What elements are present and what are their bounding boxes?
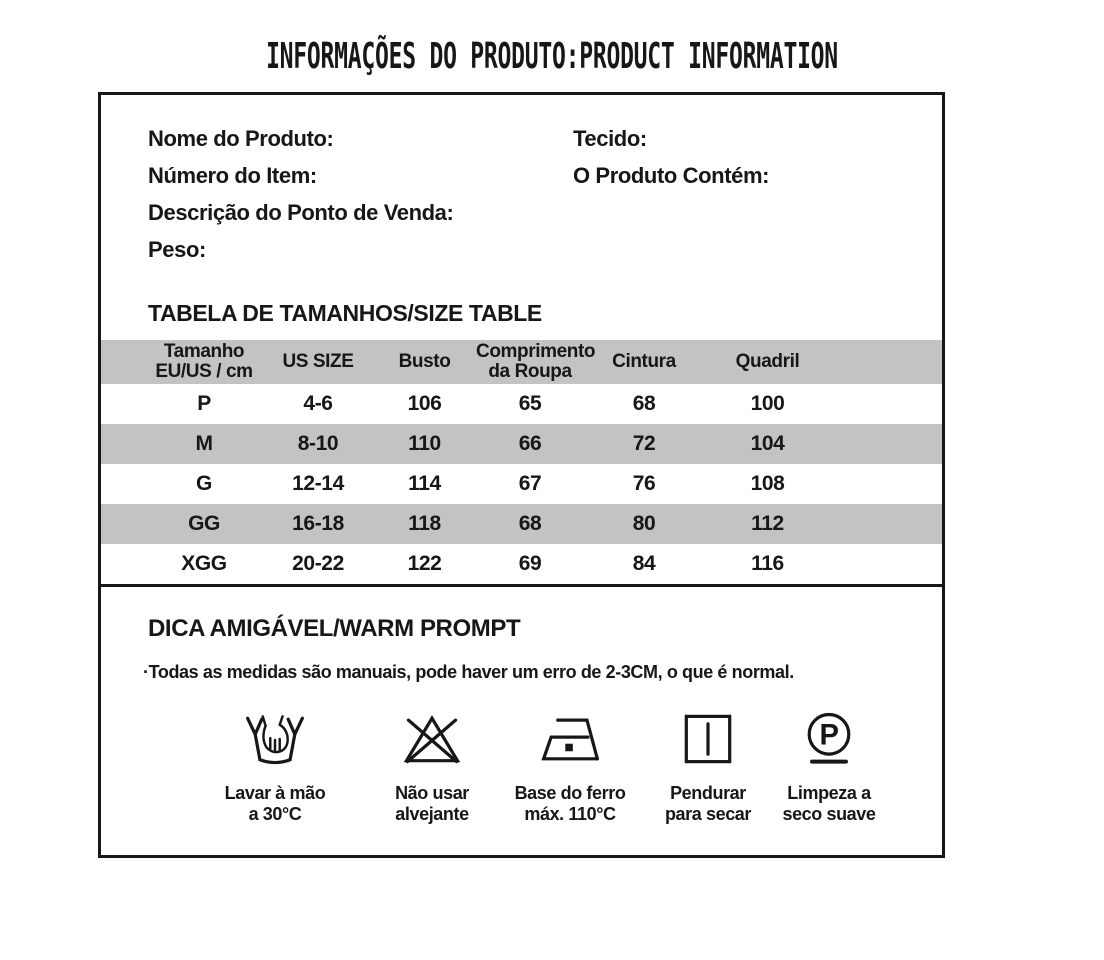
field-label-weight: Peso:	[148, 237, 206, 262]
cell-size: P	[197, 392, 211, 415]
field-label-product-name: Nome do Produto:	[148, 126, 334, 151]
column-header-us-size: US SIZE	[282, 351, 354, 372]
cell-bust: 118	[408, 512, 441, 535]
care-symbol-label: Base do ferro máx. 110°C	[514, 783, 626, 824]
size-table-title: TABELA DE TAMANHOS/SIZE TABLE	[148, 300, 542, 326]
column-header-bust: Busto	[398, 351, 451, 372]
cell-bust: 110	[408, 432, 441, 455]
hand-wash-icon	[242, 706, 308, 772]
cell-waist: 84	[632, 552, 656, 575]
gentle-dry-clean-icon	[796, 706, 862, 772]
cell-hip: 112	[751, 512, 784, 535]
iron-max-110-icon	[537, 706, 603, 772]
cell-bust: 106	[407, 392, 442, 415]
care-symbol-label: Não usar alvejante	[395, 783, 469, 824]
cell-size: G	[196, 472, 212, 495]
cell-size: M	[195, 432, 213, 455]
care-symbol-label: Lavar à mão a 30°C	[224, 783, 326, 824]
care-symbol-hand-wash	[190, 706, 360, 825]
product-info-box	[98, 92, 945, 858]
cell-us-size: 16-18	[292, 512, 344, 535]
filler-cell	[831, 464, 942, 504]
cell-us-size: 12-14	[292, 472, 344, 495]
cell-us-size: 4-6	[303, 392, 333, 415]
size-table	[101, 340, 942, 584]
column-header-size: Tamanho EU/US / cm	[155, 341, 253, 382]
cell-length: 69	[518, 552, 542, 575]
size-table-header-row	[101, 340, 942, 384]
field-label-fabric: Tecido:	[573, 126, 647, 151]
size-table-row	[101, 424, 942, 464]
cell-bust: 122	[407, 552, 442, 575]
column-header-garment-length: Comprimento da Roupa	[476, 341, 596, 382]
size-table-row	[101, 504, 942, 544]
cell-waist: 76	[632, 472, 656, 495]
filler-cell	[831, 544, 942, 584]
cell-waist: 80	[632, 512, 656, 535]
cell-length: 67	[518, 472, 542, 495]
section-divider	[101, 584, 942, 587]
size-table-row	[101, 544, 942, 584]
care-symbol-label: Pendurar para secar	[664, 783, 752, 824]
cell-length: 65	[518, 392, 542, 415]
column-header-hip: Quadril	[735, 351, 800, 372]
cell-bust: 114	[408, 472, 441, 495]
cell-size: XGG	[181, 552, 227, 575]
filler-cell	[831, 340, 942, 384]
field-label-pos-description: Descrição do Ponto de Venda:	[148, 200, 454, 225]
care-symbol-label: Limpeza a seco suave	[782, 783, 876, 824]
svg-text:P: P	[819, 719, 839, 752]
cell-size: GG	[188, 512, 220, 535]
cell-hip: 104	[750, 432, 785, 455]
cell-waist: 68	[632, 392, 656, 415]
field-label-product-contains: O Produto Contém:	[573, 163, 770, 188]
cell-hip: 108	[750, 472, 785, 495]
measurement-note: ·Todas as medidas são manuais, pode haver um erro de 2-3CM, o que é normal.	[143, 662, 794, 682]
cell-waist: 72	[632, 432, 656, 455]
warm-prompt-title: DICA AMIGÁVEL/WARM PROMPT	[148, 615, 521, 642]
filler-cell	[831, 424, 942, 464]
column-header-waist: Cintura	[612, 351, 676, 372]
page-title: INFORMAÇÕES DO PRODUTO:PRODUCT INFORMATION	[266, 36, 838, 77]
size-table-row	[101, 464, 942, 504]
cell-length: 68	[518, 512, 542, 535]
cell-us-size: 20-22	[292, 552, 344, 575]
field-label-item-number: Número do Item:	[148, 163, 317, 188]
size-table-row	[101, 384, 942, 424]
care-symbols-row	[101, 706, 942, 846]
care-symbol-gentle-dry-clean	[744, 706, 914, 825]
hang-dry-icon	[675, 706, 741, 772]
cell-hip: 100	[750, 392, 785, 415]
cell-us-size: 8-10	[297, 432, 339, 455]
do-not-bleach-icon	[399, 706, 465, 772]
cell-length: 66	[518, 432, 542, 455]
filler-cell	[831, 504, 942, 544]
filler-cell	[831, 384, 942, 424]
cell-hip: 116	[751, 552, 784, 575]
